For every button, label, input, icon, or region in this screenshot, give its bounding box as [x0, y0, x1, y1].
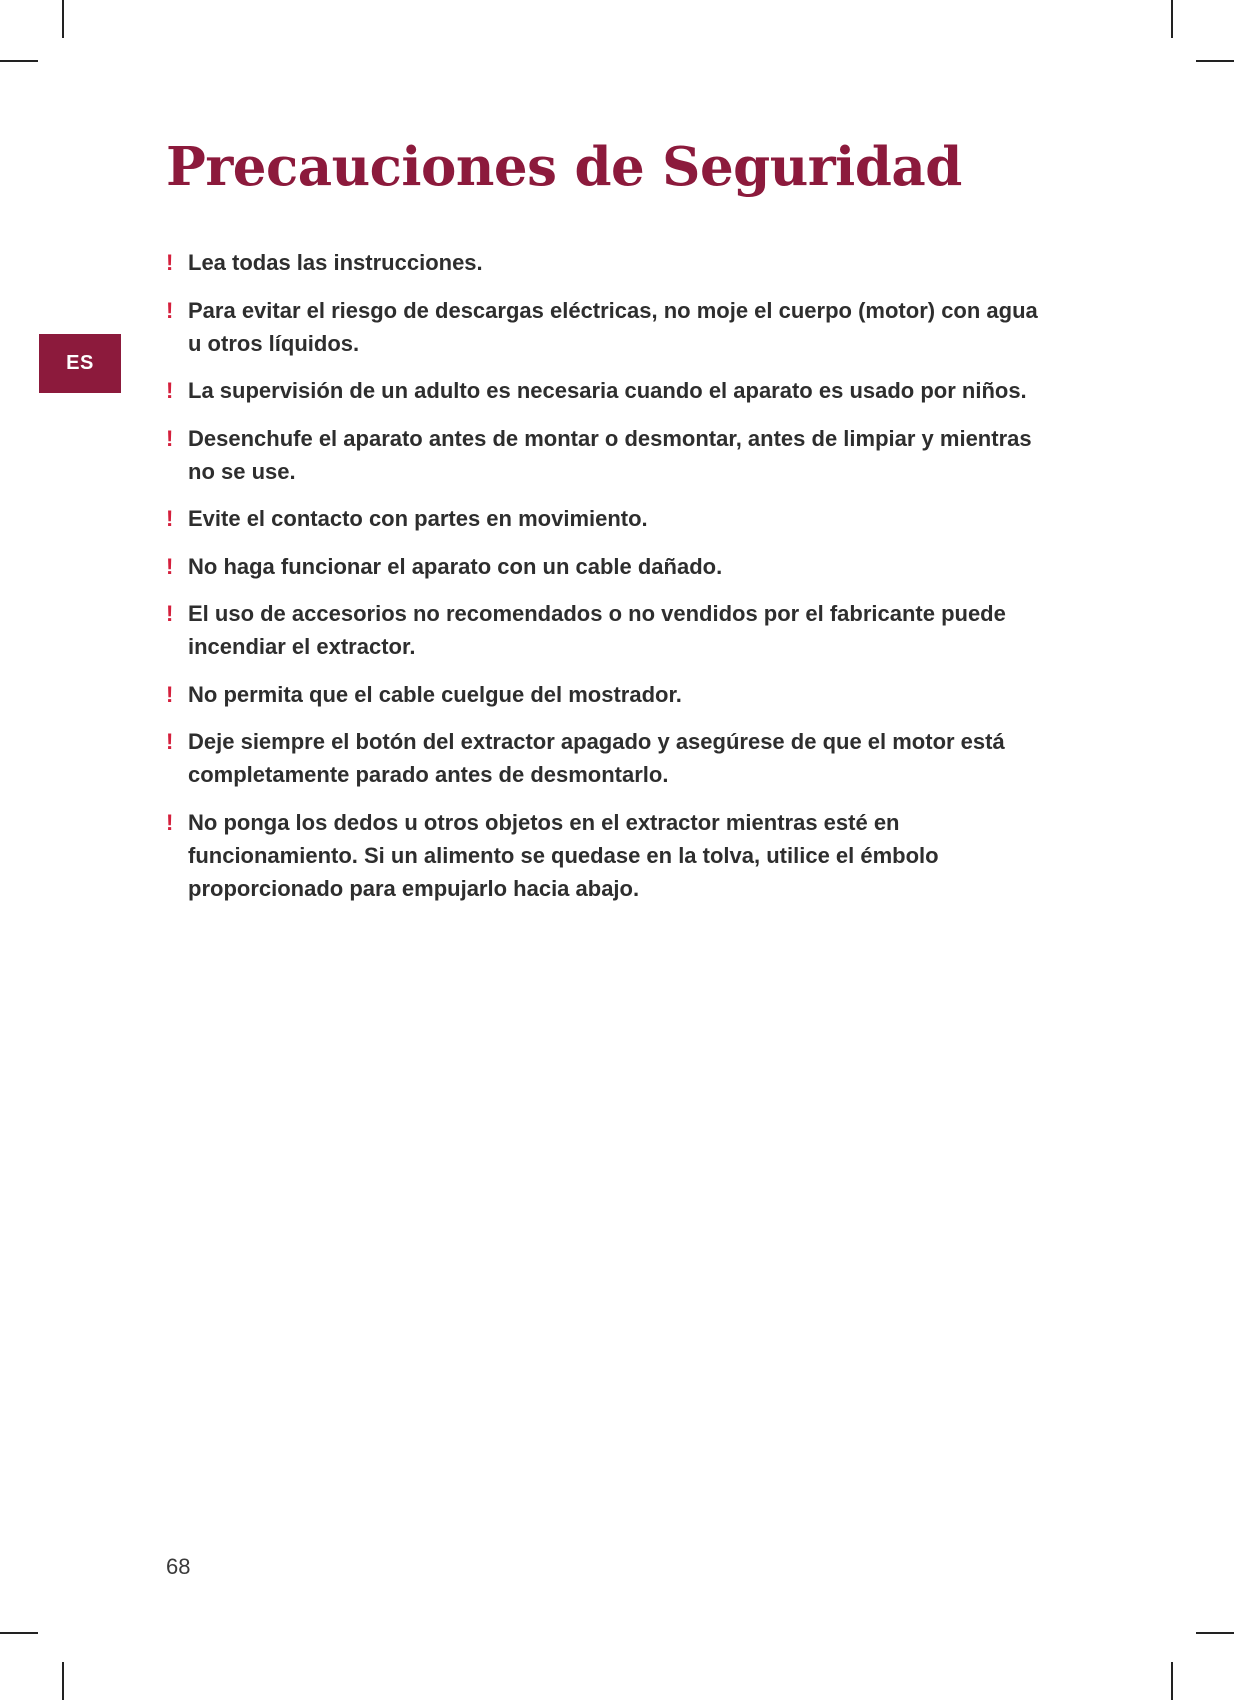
list-item-text: Evite el contacto con partes en movimiento.	[188, 506, 648, 531]
crop-mark-bottom-left-vertical	[62, 1662, 64, 1700]
list-item-text: Desenchufe el aparato antes de montar o desmontar, antes de limpiar y mientras no se use.	[188, 425, 1032, 484]
list-item	[166, 597, 1046, 663]
list-item-text: Para evitar el riesgo de descargas eléctricas, no moje el cuerpo (motor) con agua u otros líquidos.	[188, 297, 1038, 356]
warning-icon: !	[166, 809, 174, 835]
list-item	[166, 246, 1046, 279]
precaution-list	[166, 246, 1046, 919]
warning-icon: !	[166, 378, 174, 403]
warning-icon: !	[166, 297, 174, 323]
list-item-text: Lea todas las instrucciones.	[188, 250, 483, 275]
warning-icon: !	[166, 729, 174, 754]
crop-mark-top-right-horizontal	[1196, 60, 1234, 62]
list-item	[166, 422, 1046, 488]
warning-icon: !	[166, 250, 174, 275]
warning-icon: !	[166, 425, 174, 451]
crop-mark-bottom-right-vertical	[1171, 1662, 1173, 1700]
warning-icon: !	[166, 553, 174, 579]
warning-icon: !	[166, 601, 174, 626]
list-item-text: No permita que el cable cuelgue del mostrador.	[188, 681, 682, 707]
list-item	[166, 678, 1046, 711]
warning-icon: !	[166, 506, 174, 531]
list-item	[166, 294, 1046, 360]
crop-mark-top-left-horizontal	[0, 60, 38, 62]
crop-mark-bottom-left-horizontal	[0, 1632, 38, 1634]
page-title: Precauciones de Seguridad	[166, 136, 962, 198]
list-item-text: Deje siempre el botón del extractor apagado y asegúrese de que el motor está completamente parado antes de desmontarlo.	[188, 729, 1005, 787]
list-item-text: No haga funcionar el aparato con un cable dañado.	[188, 553, 723, 579]
crop-mark-bottom-right-horizontal	[1196, 1632, 1234, 1634]
list-item	[166, 374, 1046, 407]
list-item	[166, 725, 1046, 791]
list-item-text: No ponga los dedos u otros objetos en el extractor mientras esté en funcionamiento. Si un alimento se quedase en la tolva, utilice el émbolo proporcionado para empujarlo hacia abajo.	[188, 809, 939, 901]
list-item-text: La supervisión de un adulto es necesaria cuando el aparato es usado por niños.	[188, 378, 1027, 403]
list-item	[166, 502, 1046, 535]
crop-mark-top-right-vertical	[1171, 0, 1173, 38]
list-item	[166, 806, 1046, 905]
list-item-text: El uso de accesorios no recomendados o no vendidos por el fabricante puede incendiar el extractor.	[188, 601, 1006, 659]
list-item	[166, 550, 1046, 583]
crop-mark-top-left-vertical	[62, 0, 64, 38]
language-tab: ES	[39, 334, 121, 393]
page-number: 68	[166, 1554, 191, 1579]
warning-icon: !	[166, 681, 174, 707]
